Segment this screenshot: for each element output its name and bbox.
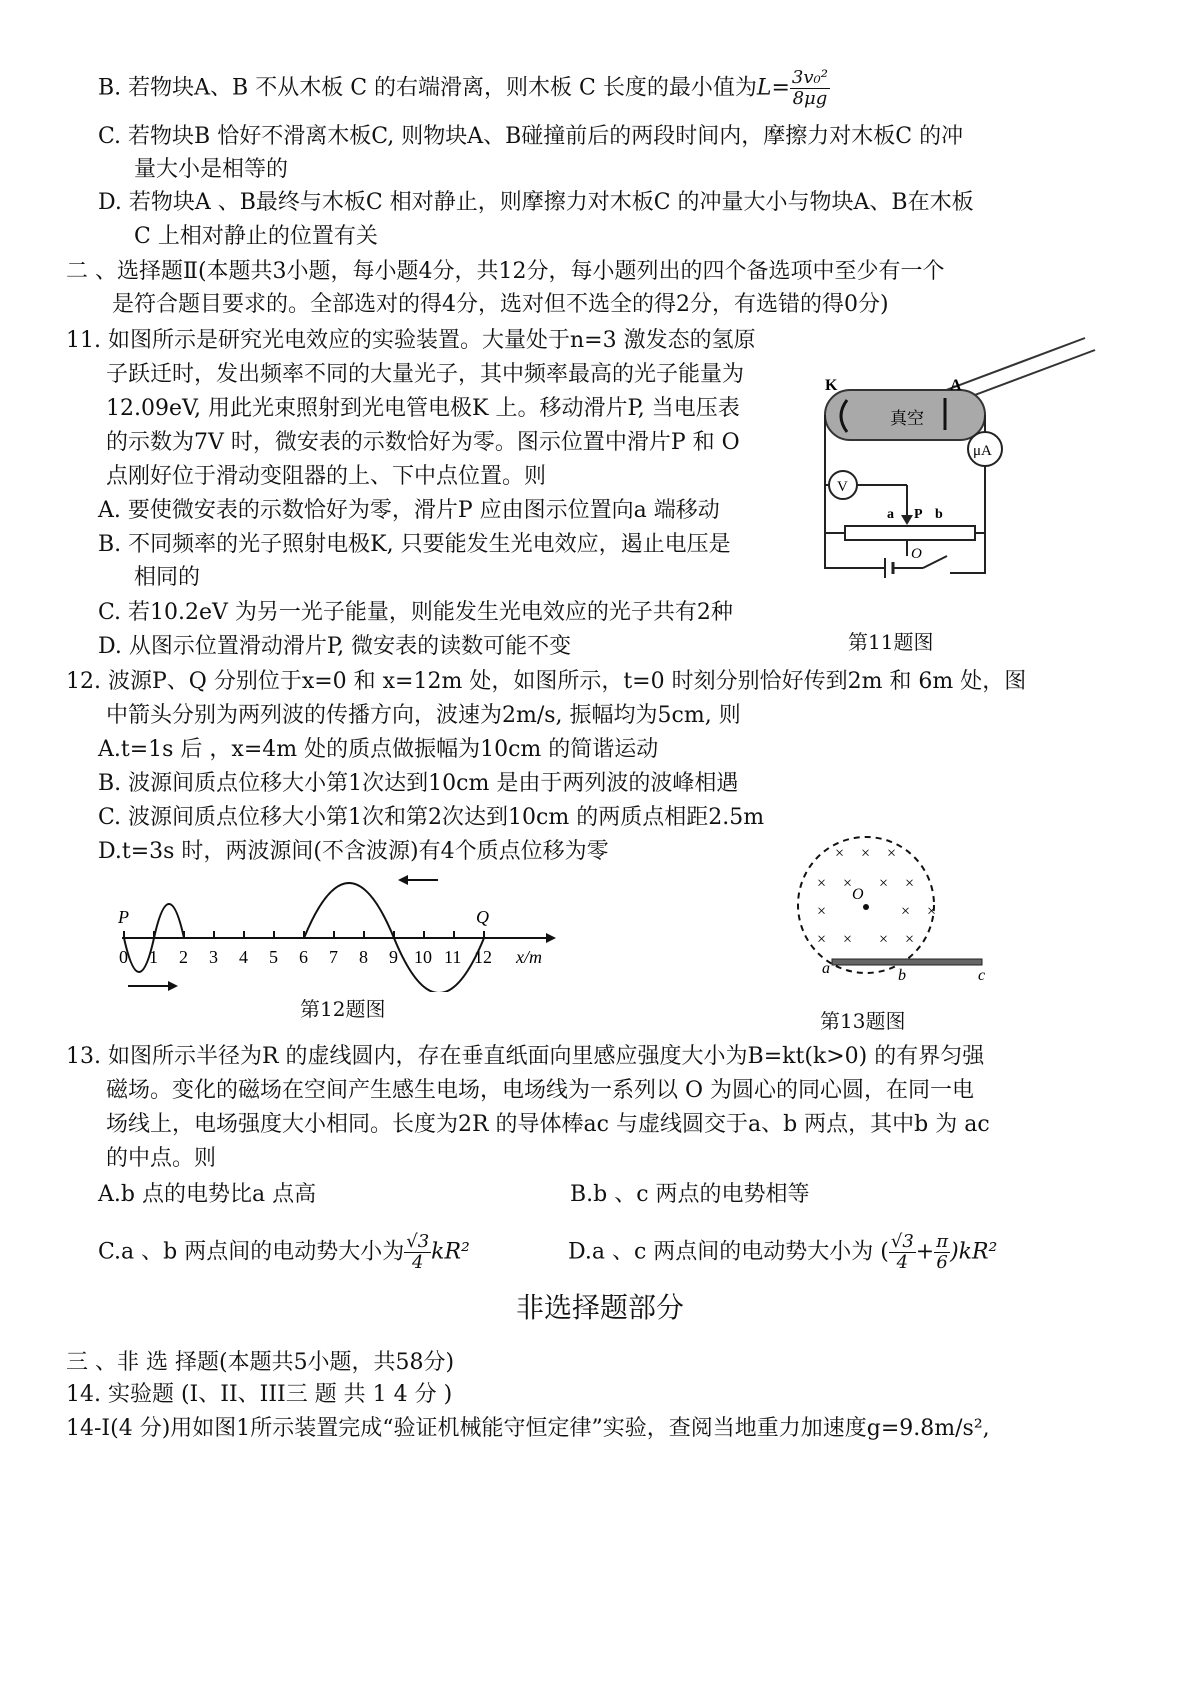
q11-fig-caption: 第11题图 <box>848 630 934 654</box>
q13-stem-line2: 磁场。变化的磁场在空间产生感生电场，电场线为一系列以 O 为圆心的同心圆，在同一电 <box>106 1078 975 1103</box>
label-a: A <box>950 377 962 394</box>
q11-stem-line3: 12.09eV, 用此光束照射到光电管电极K 上。移动滑片P, 当电压表 <box>106 396 740 421</box>
field-cross-icon: × <box>843 931 853 948</box>
label-v: V <box>837 479 848 495</box>
q12-stem-line2: 中箭头分别为两列波的传播方向，波速为2m/s, 振幅均为5cm, 则 <box>106 703 741 728</box>
x-tick-label: 4 <box>239 947 248 967</box>
q10-option-c-line1: C. 若物块B 恰好不滑离木板C, 则物块A、B碰撞前后的两段时间内，摩擦力对木板C 的冲 <box>98 124 964 149</box>
q11-option-c: C. 若10.2eV 为另一光子能量，则能发生光电效应的光子共有2种 <box>98 600 733 625</box>
q-label: Q <box>476 907 489 927</box>
field-cross-icon: × <box>843 875 853 892</box>
field-cross-icon: × <box>861 845 871 862</box>
label-k: K <box>825 377 838 394</box>
q13-fig-caption: 第13题图 <box>820 1009 906 1033</box>
section2-header-line2: 是符合题目要求的。全部选对的得4分，选对但不选全的得2分，有选错的得0分) <box>112 292 889 317</box>
q13-stem-line3: 场线上，电场强度大小相同。长度为2R 的导体棒ac 与虚线圆交于a、b 两点，其中b 为 ac <box>106 1112 990 1137</box>
x-axis-arrow-icon <box>546 933 556 943</box>
label-o: O <box>852 886 864 903</box>
q11-option-a: A. 要使微安表的示数恰好为零，滑片P 应由图示位置向a 端移动 <box>98 498 720 523</box>
q10-option-d-line1: D. 若物块A 、B最终与木板C 相对静止，则摩擦力对木板C 的冲量大小与物块A、B在木板 <box>98 190 974 215</box>
q13-option-d: D.a 、c 两点间的电动势大小为 ( $\frac{√3}{4}$ + $\frac{\pi}{6}$ )kR² <box>568 1231 998 1273</box>
field-cross-icon: × <box>817 875 827 892</box>
q11-option-b-line2: 相同的 <box>134 565 201 590</box>
part2-title: 非选择题部分 <box>515 1291 684 1324</box>
q13-d-fraction2: $\frac{\pi}{6}$ <box>936 1231 949 1273</box>
field-cross-icon: × <box>879 875 889 892</box>
field-cross-icon: × <box>817 931 827 948</box>
x-tick-label: 11 <box>444 947 462 967</box>
slider-arrow-icon <box>901 515 913 525</box>
label-a: a <box>822 960 830 977</box>
q11-stem-line1: 11. 如图所示是研究光电效应的实验装置。大量处于n=3 激发态的氢原 <box>66 328 756 353</box>
wire <box>950 466 985 573</box>
q12-option-b: B. 波源间质点位移大小第1次达到10cm 是由于两列波的波峰相遇 <box>98 771 739 796</box>
x-tick-label: 9 <box>389 947 398 967</box>
q10-option-c-line2: 量大小是相等的 <box>134 157 289 182</box>
center-dot <box>863 904 869 910</box>
q14-title: 14. 实验题 (I、II、III三 题 共 1 4 分 ) <box>66 1382 453 1407</box>
arrow-right-icon <box>168 981 178 991</box>
q11-option-d: D. 从图示位置滑动滑片P, 微安表的读数可能不变 <box>98 634 572 659</box>
conductor-rod <box>832 959 982 965</box>
label-b: b <box>898 967 906 984</box>
field-cross-icon: × <box>905 875 915 892</box>
label-a-end: a <box>887 507 894 522</box>
q12-fig-caption: 第12题图 <box>300 997 386 1021</box>
q11-option-b-line1: B. 不同频率的光子照射电极K, 只要能发生光电效应，遏止电压是 <box>98 532 731 557</box>
arrow-left-icon <box>398 875 408 885</box>
x-tick-label: 12 <box>474 947 492 967</box>
q10-option-b: B. 若物块A、B 不从木板 C 的右端滑离，则木板 C 长度的最小值为L= $\frac{\text{3v₀²}}{8\mu g}$ <box>98 67 828 109</box>
x-axis-label: x/m <box>516 947 542 967</box>
q13-option-a: A.b 点的电势比a 点高 <box>98 1182 317 1207</box>
q12-option-d: D.t=3s 时，两波源间(不含波源)有4个质点位移为零 <box>98 839 609 864</box>
label-vacuum: 真空 <box>890 409 924 428</box>
q14-part1: 14-I(4 分)用如图1所示装置完成“验证机械能守恒定律”实验，查阅当地重力加速度g=9.8m/s², <box>66 1416 990 1441</box>
q13-c-fraction: $\frac{√3}{4}$ <box>406 1231 430 1273</box>
q11-stem-line4: 的示数为7V 时，微安表的示数恰好为零。图示位置中滑片P 和 O <box>106 430 740 455</box>
label-b-end: b <box>935 507 943 522</box>
q13-d-fraction1: $\frac{√3}{4}$ <box>890 1231 914 1273</box>
x-tick-label: 8 <box>359 947 368 967</box>
x-tick-label: 6 <box>299 947 308 967</box>
section2-header-line1: 二 、选择题Ⅱ(本题共3小题，每小题4分，共12分，每小题列出的四个备选项中至少有一个 <box>66 259 945 284</box>
label-c: c <box>978 967 986 984</box>
q11-stem-line5: 点刚好位于滑动变阻器的上、下中点位置。则 <box>106 464 547 489</box>
q13-field-figure <box>796 835 996 995</box>
q13-stem-line1: 13. 如图所示半径为R 的虚线圆内，存在垂直纸面向里感应强度大小为B=kt(k>0) 的有界匀强 <box>66 1044 985 1069</box>
q10-b-fraction: $\frac{\text{3v₀²}}{8\mu g}$ <box>791 67 828 109</box>
q13-stem-line4: 的中点。则 <box>106 1146 217 1171</box>
rheostat <box>845 526 975 540</box>
q12-wave-figure <box>108 868 568 992</box>
x-tick-label: 1 <box>149 947 158 967</box>
x-tick-label: 2 <box>179 947 188 967</box>
q11-stem-line2: 子跃迁时，发出频率不同的大量光子，其中频率最高的光子能量为 <box>106 362 745 387</box>
x-tick-label: 0 <box>119 947 128 967</box>
section3-header: 三 、非 选 择题(本题共5小题，共58分) <box>66 1350 455 1375</box>
p-label: P <box>118 907 129 927</box>
field-cross-icon: × <box>927 903 937 920</box>
x-tick-label: 3 <box>209 947 218 967</box>
x-tick-label: 7 <box>329 947 338 967</box>
field-cross-icon: × <box>835 845 845 862</box>
q13-option-b: B.b 、c 两点的电势相等 <box>570 1182 810 1207</box>
q12-option-a: A.t=1s 后 ，x=4m 处的质点做振幅为10cm 的简谐运动 <box>98 737 659 762</box>
field-cross-icon: × <box>901 903 911 920</box>
switch <box>923 556 947 568</box>
field-cross-icon: × <box>905 931 915 948</box>
q11-circuit-figure <box>795 328 1115 628</box>
q12-stem-line1: 12. 波源P、Q 分别位于x=0 和 x=12m 处，如图所示，t=0 时刻分别恰好传到2m 和 6m 处，图 <box>66 669 1027 694</box>
label-o: O <box>911 546 922 562</box>
label-p: P <box>914 507 923 522</box>
x-tick-label: 10 <box>414 947 432 967</box>
q10-option-d-line2: C 上相对静止的位置有关 <box>134 224 378 249</box>
field-cross-icon: × <box>817 903 827 920</box>
field-cross-icon: × <box>887 845 897 862</box>
q12-option-c: C. 波源间质点位移大小第1次和第2次达到10cm 的两质点相距2.5m <box>98 805 765 830</box>
field-cross-icon: × <box>879 931 889 948</box>
label-ua: μA <box>973 443 992 459</box>
x-tick-label: 5 <box>269 947 278 967</box>
q13-option-c: C.a 、b 两点间的电动势大小为 $\frac{√3}{4}$ kR² <box>98 1231 470 1273</box>
